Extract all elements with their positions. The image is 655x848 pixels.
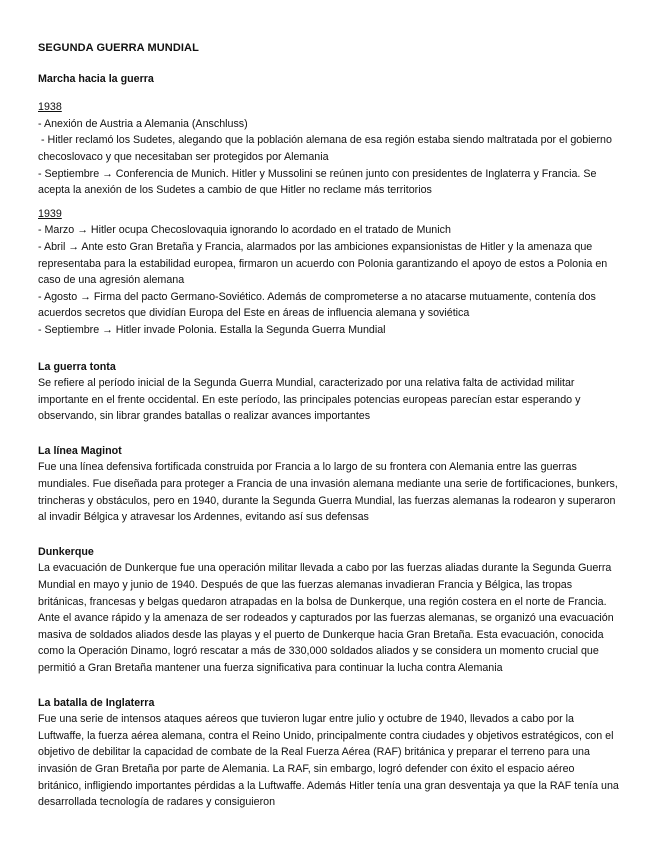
section-heading: La línea Maginot (38, 444, 122, 457)
section-body: Fue una serie de intensos ataques aéreos que tuvieron lugar entre julio y octubre de 1940, llevados a cabo por la Luftwaffe, la fuerza aérea alemana, contra el Reino Unido, principalmente contra ciudades y objetivos estratégicos, con el objetivo de debilitar la capacidad de combate de la Real Fuerza Aérea (RAF) británica y preparar el terreno para una invasión de Gran Bretaña por parte de Alemania. La RAF, sin embargo, logró defender con éxito el espacio aéreo británico, infligiendo importantes pérdidas a la Luftwaffe. Además Hitler tenía una gran desventaja ya que la RAF tenía una desarrollada tecnología de radares y consiguieron (38, 713, 619, 809)
section-body: La evacuación de Dunkerque fue una operación militar llevada a cabo por las fuerzas aliadas durante la Segunda Guerra Mundial en mayo y junio de 1940. Después de que las fuerzas alemanas invadieran Francia y Bélgica, las tropas británicas, francesas y belgas quedaron atrapadas en la bolsa de Dunkerque, una región costera en el norte de Francia. Ante el avance rápido y la amenaza de ser rodeados y capturados por las fuerzas alemanas, se organizó una evacuación masiva de soldados aliados desde las playas y el puerto de Dunkerque hacia Gran Bretaña. Esta evacuación, conocida como la Operación Dinamo, logró rescatar a más de 330,000 soldados aliados y se considera un momento crucial que permitió a Gran Bretaña mantener una fuerza significativa para continuar la lucha contra Alemania (38, 562, 614, 674)
document-title: SEGUNDA GUERRA MUNDIAL (38, 42, 199, 54)
timeline-item: - Septiembre → Conferencia de Munich. Hitler y Mussolini se reúnen junto con presidentes de Inglaterra y Francia. Se acepta la anexión de los Sudetes a cambio de que Hitler no reclame más territorios (38, 167, 597, 197)
section-body: Se refiere al período inicial de la Segunda Guerra Mundial, caracterizado por una relativa falta de actividad militar importante en el frente occidental. En este período, las principales potencias europeas parecían estar esperando y observando, sin librar grandes batallas o realizar avances importantes (38, 377, 581, 423)
section-body: Fue una línea defensiva fortificada construida por Francia a lo largo de su frontera con Alemania entre las guerras mundiales. Fue diseñada para proteger a Francia de una invasión alemana mediante una serie de fortificaciones, bunkers, trincheras y obstáculos, pero en 1940, durante la Segunda Guerra Mundial, las fuerzas alemanas la rodearon y superaron al invadir Bélgica y atravesar los Ardennes, evitando así sus defensas (38, 461, 618, 524)
section-batalla-inglaterra (38, 695, 620, 811)
timeline-item: - Marzo → Hitler ocupa Checoslovaquia ignorando lo acordado en el tratado de Munich (38, 224, 451, 237)
year-label: 1939 (38, 207, 62, 220)
timeline-1939 (38, 206, 620, 339)
timeline-item: - Septiembre → Hitler invade Polonia. Estalla la Segunda Guerra Mundial (38, 323, 386, 336)
section-heading: La guerra tonta (38, 360, 116, 373)
document-page (38, 40, 620, 827)
section-linea-maginot (38, 443, 620, 526)
timeline-item: - Agosto → Firma del pacto Germano-Soviético. Además de comprometerse a no atacarse mutuamente, contenía dos acuerdos secretos que dividían Europa del Este en áreas de influencia alemana y soviética (38, 290, 596, 320)
timeline-1938 (38, 99, 620, 199)
section-title-marcha: Marcha hacia la guerra (38, 72, 154, 85)
timeline-item: - Hitler reclamó los Sudetes, alegando que la población alemana de esa región estaba siendo maltratada por el gobierno checoslovaco y que necesitaban ser protegidos por Alemania (38, 134, 615, 163)
section-heading: La batalla de Inglaterra (38, 696, 155, 709)
section-dunkerque (38, 544, 620, 677)
year-label: 1938 (38, 101, 62, 114)
section-guerra-tonta (38, 359, 620, 425)
section-heading: Dunkerque (38, 545, 94, 558)
timeline-item: - Abril → Ante esto Gran Bretaña y Francia, alarmados por las ambiciones expansionistas de Hitler y la amenaza que representaba para la estabilidad europea, firmaron un acuerdo con Polonia garantizando el apoyo de estos a Polonia en caso de una agresión alemana (38, 240, 608, 287)
timeline-item: - Anexión de Austria a Alemania (Anschluss) (38, 117, 248, 130)
